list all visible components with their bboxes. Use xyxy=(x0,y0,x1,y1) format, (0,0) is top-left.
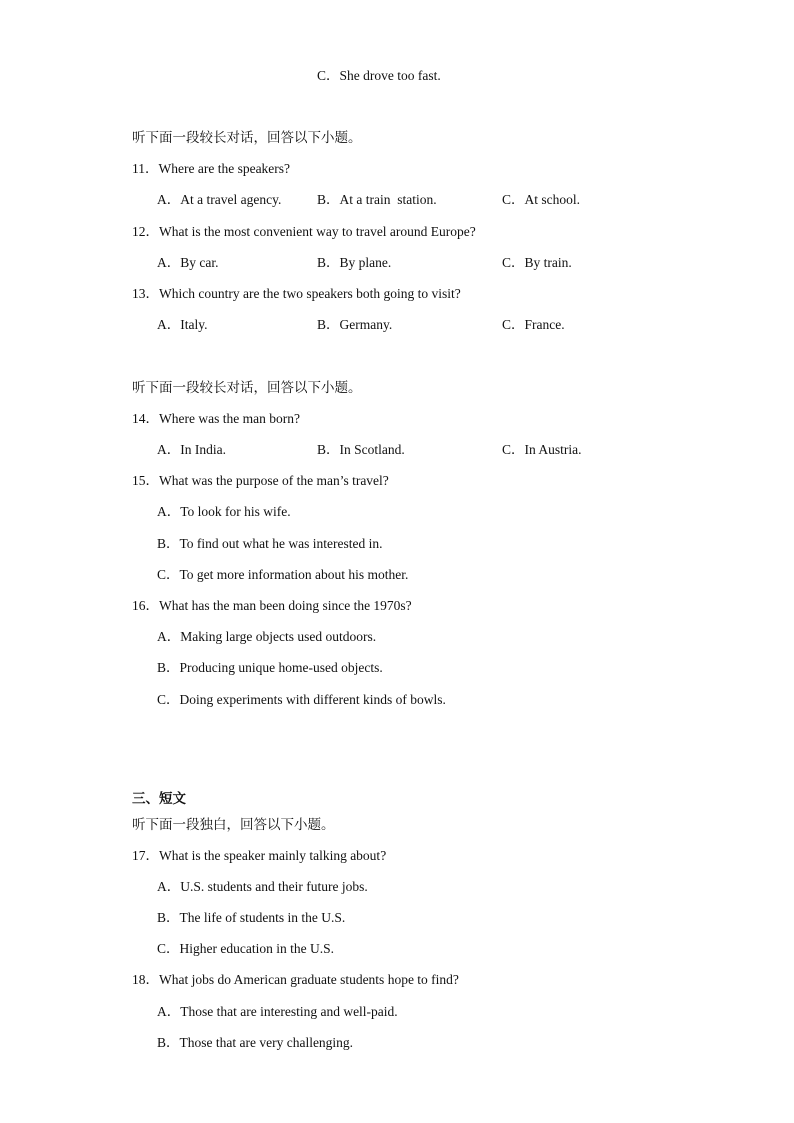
option-b: B．By plane. xyxy=(317,255,392,270)
option-b: B．At a train station. xyxy=(317,192,437,207)
option-c: C．Doing experiments with different kinds of bowls. xyxy=(157,692,446,707)
question-stem-14: 14．Where was the man born? xyxy=(132,411,300,426)
option-c: C．By train. xyxy=(502,255,572,270)
option-a: A．At a travel agency. xyxy=(157,192,282,207)
option-b: B．Those that are very challenging. xyxy=(157,1035,354,1050)
option-c: C．France. xyxy=(502,317,565,332)
option-c: C．At school. xyxy=(502,192,581,207)
section-heading: 三、短文 xyxy=(132,791,186,806)
option-a: A．Italy. xyxy=(157,317,208,332)
question-stem-17: 17．What is the speaker mainly talking about? xyxy=(132,848,387,863)
question-stem-13: 13．Which country are the two speakers both going to visit? xyxy=(132,286,461,301)
option-c: C．Higher education in the U.S. xyxy=(157,941,334,956)
question-stem-12: 12．What is the most convenient way to travel around Europe? xyxy=(132,224,476,239)
question-stem-18: 18．What jobs do American graduate students hope to find? xyxy=(132,972,459,987)
question-stem-16: 16．What has the man been doing since the 1970s? xyxy=(132,598,412,613)
option-c: C．In Austria. xyxy=(502,442,582,457)
option-b: B．To find out what he was interested in. xyxy=(157,536,383,551)
option-a: A．By car. xyxy=(157,255,219,270)
option-a: A．Those that are interesting and well-paid. xyxy=(157,1004,398,1019)
section-instruction: 听下面一段较长对话，回答以下小题。 xyxy=(132,380,362,395)
option-b: B．The life of students in the U.S. xyxy=(157,910,346,925)
option-c-previous: C．She drove too fast. xyxy=(317,68,441,83)
option-a: A．U.S. students and their future jobs. xyxy=(157,879,368,894)
option-a: A．Making large objects used outdoors. xyxy=(157,629,377,644)
question-stem-15: 15．What was the purpose of the man’s travel? xyxy=(132,473,389,488)
option-b: B．In Scotland. xyxy=(317,442,405,457)
option-b: B．Producing unique home-used objects. xyxy=(157,660,383,675)
option-b: B．Germany. xyxy=(317,317,393,332)
option-c: C．To get more information about his mother. xyxy=(157,567,409,582)
section-instruction: 听下面一段较长对话，回答以下小题。 xyxy=(132,130,362,145)
option-a: A．To look for his wife. xyxy=(157,504,291,519)
option-a: A．In India. xyxy=(157,442,226,457)
section-instruction: 听下面一段独白，回答以下小题。 xyxy=(132,817,335,832)
question-stem-11: 11．Where are the speakers? xyxy=(132,161,291,176)
